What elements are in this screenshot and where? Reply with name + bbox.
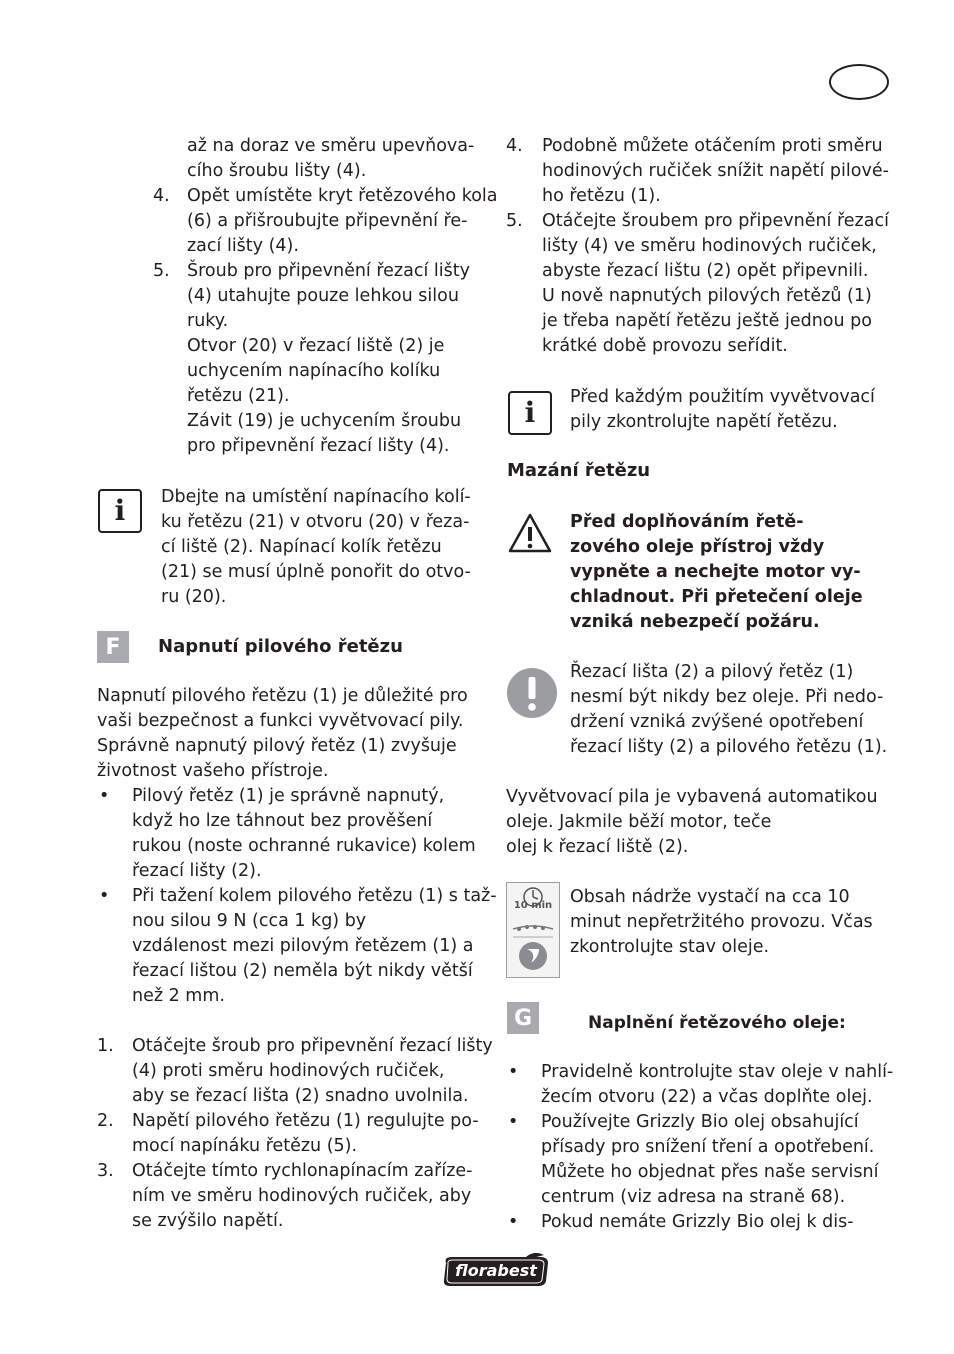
step-line: se zvýšilo napětí. [132, 1211, 284, 1231]
bullet-mark: • [99, 786, 110, 806]
info-icon: i [98, 489, 142, 533]
step-line: Závit (19) je uchycením šroubu [187, 411, 462, 431]
step-line: Otáčejte šroub pro připevnění řezací lišty [132, 1036, 493, 1056]
language-badge [829, 64, 889, 100]
step-line: (4) proti směru hodinových ručiček, [132, 1061, 445, 1081]
paragraph-line: Vyvětvovací pila je vybavená automatikou [506, 787, 878, 807]
step-line: ruky. [187, 311, 229, 331]
paragraph-line: Správně napnutý pilový řetěz (1) zvyšuje [97, 736, 457, 756]
bullet-mark: • [508, 1212, 519, 1232]
step-number: 5. [153, 261, 170, 281]
warning-line: zového oleje přístroj vždy [570, 537, 825, 557]
step-number: 2. [97, 1111, 114, 1131]
info-note-line: Dbejte na umístění napínacího kolí- [161, 487, 471, 507]
bullet-line: nou silou 9 N (cca 1 kg) by [132, 911, 367, 931]
caution-line: řezací lišty (2) a pilového řetězu (1). [570, 737, 888, 757]
step-number: 1. [97, 1036, 114, 1056]
step-line: Podobně můžete otáčením proti směru [542, 136, 883, 156]
brand-name: florabest [455, 1261, 537, 1280]
continued-line: až na doraz ve směru upevňova- [187, 136, 475, 156]
info-note-line: cí liště (2). Napínací kolík řetězu [161, 537, 442, 557]
step-line: (6) a přišroubujte připevnění ře- [187, 211, 468, 231]
bullet-line: vzdálenost mezi pilovým řetězem (1) a [132, 936, 474, 956]
section-title-f: Napnutí pilového řetězu [158, 636, 403, 657]
step-number: 4. [506, 136, 523, 156]
bullet-line: Používejte Grizzly Bio olej obsahující [541, 1112, 859, 1132]
info-note-line: Před každým použitím vyvětvovací [570, 387, 875, 407]
step-number: 5. [506, 211, 523, 231]
step-line: zací lišty (4). [187, 236, 299, 256]
bullet-line: centrum (viz adresa na straně 68). [541, 1187, 846, 1207]
step-line: U nově napnutých pilových řetězů (1) [542, 286, 872, 306]
caution-exclamation-icon [506, 667, 558, 719]
warning-line: vypněte a nechejte motor vy- [570, 562, 861, 582]
step-line: ním ve směru hodinových ručiček, aby [132, 1186, 472, 1206]
tank-icon-label: 10 min [513, 900, 553, 911]
step-line: abyste řezací lištu (2) opět připevnili. [542, 261, 869, 281]
bullet-line: když ho lze táhnout bez prověšení [132, 811, 433, 831]
step-line: řetězu (21). [187, 386, 290, 406]
step-line: Šroub pro připevnění řezací lišty [187, 261, 470, 281]
info-note-line: ru (20). [161, 587, 227, 607]
warning-line: chladnout. Při přetečení oleje [570, 587, 863, 607]
section-heading-lubrication: Mazání řetězu [507, 460, 651, 481]
step-line: Otáčejte šroubem pro připevnění řezací [542, 211, 889, 231]
bullet-line: Pravidelně kontrolujte stav oleje v nahlí- [541, 1062, 894, 1082]
step-line: Otáčejte tímto rychlonapínacím zaříze- [132, 1161, 473, 1181]
section-letter-f: F [97, 631, 129, 663]
warning-triangle-icon [507, 512, 553, 554]
info-note-line: pily zkontrolujte napětí řetězu. [570, 412, 838, 432]
bullet-line: rukou (noste ochranné rukavice) kolem [132, 836, 476, 856]
caution-line: držení vzniká zvýšené opotřebení [570, 712, 864, 732]
step-line: krátké době provozu seřídit. [542, 336, 788, 356]
bullet-line: než 2 mm. [132, 986, 225, 1006]
step-number: 4. [153, 186, 170, 206]
tank-note-line: minut nepřetržitého provozu. Včas [570, 912, 873, 932]
step-line: Otvor (20) v řezací liště (2) je [187, 336, 445, 356]
bullet-line: Můžete ho objednat přes naše servisní [541, 1162, 879, 1182]
step-line: hodinových ručiček snížit napětí pilové- [542, 161, 889, 181]
bullet-mark: • [508, 1062, 519, 1082]
bullet-line: řezací lišty (2). [132, 861, 262, 881]
step-line: uchycením napínacího kolíku [187, 361, 441, 381]
info-icon: i [508, 391, 552, 435]
info-note-line: (21) se musí úplně ponořit do otvo- [161, 562, 471, 582]
bullet-mark: • [99, 886, 110, 906]
section-letter-g: G [507, 1002, 539, 1034]
paragraph-line: životnost vašeho přístroje. [97, 761, 329, 781]
step-line: Opět umístěte kryt řetězového kola [187, 186, 498, 206]
bullet-line: přísady pro snížení tření a opotřebení. [541, 1137, 875, 1157]
tank-note-line: Obsah nádrže vystačí na cca 10 [570, 887, 850, 907]
step-line: ho řetězu (1). [542, 186, 661, 206]
warning-line: Před doplňováním řetě- [570, 512, 804, 532]
section-title-g: Naplnění řetězového oleje: [588, 1013, 846, 1033]
step-line: aby se řezací lišta (2) snadno uvolnila. [132, 1086, 469, 1106]
florabest-logo [440, 1253, 552, 1289]
bullet-mark: • [508, 1112, 519, 1132]
paragraph-line: Napnutí pilového řetězu (1) je důležité pro [97, 686, 468, 706]
bullet-line: Pilový řetěz (1) je správně napnutý, [132, 786, 445, 806]
step-line: pro připevnění řezací lišty (4). [187, 436, 450, 456]
paragraph-line: oleje. Jakmile běží motor, teče [506, 812, 772, 832]
step-line: (4) utahujte pouze lehkou silou [187, 286, 459, 306]
warning-line: vzniká nebezpečí požáru. [570, 612, 820, 632]
oil-tank-icon [506, 882, 560, 978]
step-line: mocí napínáku řetězu (5). [132, 1136, 358, 1156]
info-note-line: ku řetězu (21) v otvoru (20) v řeza- [161, 512, 470, 532]
paragraph-line: olej k řezací liště (2). [506, 837, 689, 857]
tank-note-line: zkontrolujte stav oleje. [570, 937, 770, 957]
step-line: Napětí pilového řetězu (1) regulujte po- [132, 1111, 479, 1131]
caution-line: Řezací lišta (2) a pilový řetěz (1) [570, 662, 854, 682]
step-line: je třeba napětí řetězu ještě jednou po [542, 311, 872, 331]
bullet-line: řezací lištou (2) neměla být nikdy větší [132, 961, 473, 981]
continued-line: cího šroubu lišty (4). [187, 161, 367, 181]
bullet-line: Při tažení kolem pilového řetězu (1) s taž- [132, 886, 497, 906]
paragraph-line: vaši bezpečnost a funkci vyvětvovací pily. [97, 711, 464, 731]
bullet-line: Pokud nemáte Grizzly Bio olej k dis- [541, 1212, 854, 1232]
bullet-line: žecím otvoru (22) a včas doplňte olej. [541, 1087, 873, 1107]
caution-line: nesmí být nikdy bez oleje. Při nedo- [570, 687, 884, 707]
step-number: 3. [97, 1161, 114, 1181]
step-line: lišty (4) ve směru hodinových ručiček, [542, 236, 877, 256]
